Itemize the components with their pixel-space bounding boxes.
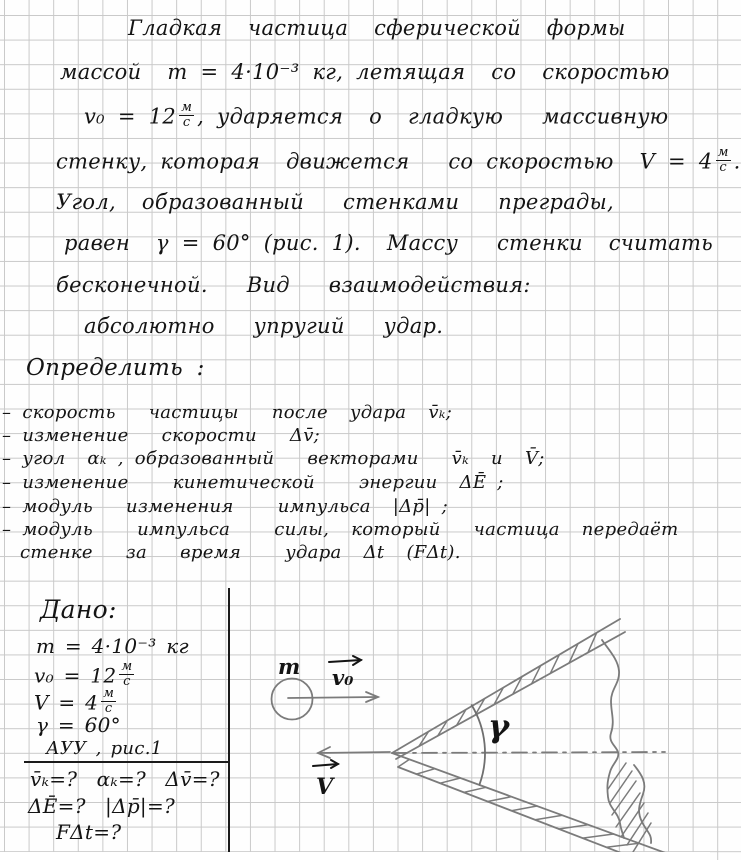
given-mass: m = 4·10⁻³ кг bbox=[36, 634, 189, 658]
v0-label-vector-arrow-icon bbox=[329, 656, 361, 665]
v0-arrow bbox=[288, 692, 378, 702]
given-v-text: V = 4 bbox=[34, 690, 99, 715]
statement-line-5: Угол, образованный стенками преграды, bbox=[56, 190, 615, 214]
determine-item-6-cont: стенке за время удара Δt (FΔt). bbox=[20, 542, 461, 563]
given-title: Дано: bbox=[40, 595, 117, 624]
wall-velocity-arrow bbox=[318, 747, 390, 758]
particle-circle bbox=[272, 679, 313, 720]
wall-break-wavy-edge bbox=[602, 640, 624, 838]
statement-line-6: равен γ = 60° (рис. 1). Массу стенки считать bbox=[64, 231, 713, 255]
v0-vector-label bbox=[329, 656, 361, 690]
particle-mass-label: m bbox=[278, 654, 301, 679]
svg-text:V: V bbox=[316, 774, 334, 800]
given-angle: γ = 60° bbox=[36, 713, 121, 737]
unit-denominator: с bbox=[123, 673, 131, 689]
statement-line-3-rest: , ударяется о гладкую массивную bbox=[197, 104, 669, 129]
unit-denominator: с bbox=[719, 159, 727, 175]
unit-denominator: с bbox=[182, 114, 191, 130]
break-hatching bbox=[608, 763, 651, 852]
given-note: АУУ , рис.1 bbox=[46, 738, 163, 759]
given-v0-text: v₀ = 12 bbox=[34, 663, 117, 688]
determine-item-5: – модуль изменения импульса |Δp̄| ; bbox=[2, 496, 449, 517]
unit-fraction bbox=[119, 660, 134, 688]
gamma-angle-arc bbox=[472, 705, 485, 785]
determine-item-6: – модуль импульса силы, который частица передаёт bbox=[2, 519, 679, 540]
wall-velocity-vector-label bbox=[313, 760, 338, 800]
unit-fraction bbox=[101, 687, 116, 715]
page-bottom-margin bbox=[0, 852, 710, 860]
determine-item-3: – угол αₖ , образованный векторами v̄ₖ и V̄; bbox=[2, 448, 545, 469]
find-line-3: FΔt=? bbox=[56, 820, 122, 844]
determine-item-2: – изменение скорости Δv̄; bbox=[2, 425, 321, 446]
unit-denominator: с bbox=[104, 700, 113, 716]
unit-numerator: м bbox=[103, 686, 115, 701]
statement-line-3-text: v₀ = 12 bbox=[84, 104, 177, 129]
statement-line-4-rest: . bbox=[733, 149, 741, 174]
lower-wall-hatching bbox=[398, 759, 665, 856]
unit-numerator: м bbox=[121, 659, 133, 674]
given-divider-horizontal bbox=[24, 761, 228, 763]
statement-line-3 bbox=[84, 101, 668, 135]
determine-item-4: – изменение кинетической энергии ΔĒ ; bbox=[2, 472, 504, 493]
statement-line-8: абсолютно упругий удар. bbox=[84, 314, 444, 338]
statement-line-7: бесконечной. Вид взаимодействия: bbox=[56, 273, 531, 297]
axis-dash-dot-line bbox=[392, 752, 665, 753]
v-label-vector-arrow-icon bbox=[313, 760, 338, 768]
svg-text:v₀: v₀ bbox=[332, 665, 354, 690]
unit-numerator: м bbox=[181, 100, 193, 115]
unit-fraction bbox=[716, 146, 731, 174]
determine-heading: Определить : bbox=[26, 355, 205, 381]
statement-line-1: Гладкая частица сферической формы bbox=[128, 16, 626, 40]
figure-labels bbox=[278, 654, 511, 800]
find-line-1: v̄ₖ=? αₖ=? Δv̄=? bbox=[30, 767, 220, 791]
statement-line-4 bbox=[56, 146, 741, 180]
gamma-angle-label: γ bbox=[488, 707, 510, 745]
unit-numerator: м bbox=[717, 145, 729, 160]
unit-fraction bbox=[179, 101, 194, 129]
statement-line-2: массой m = 4·10⁻³ кг, летящая со скоростью bbox=[60, 60, 670, 84]
statement-line-4-text: стенку, которая движется со скоростью V = 4 bbox=[56, 149, 713, 174]
figure-1 bbox=[230, 575, 710, 860]
determine-item-1: – скорость частицы после удара v̄ₖ; bbox=[2, 402, 453, 423]
find-line-2: ΔĒ=? |Δp̄|=? bbox=[28, 794, 176, 818]
